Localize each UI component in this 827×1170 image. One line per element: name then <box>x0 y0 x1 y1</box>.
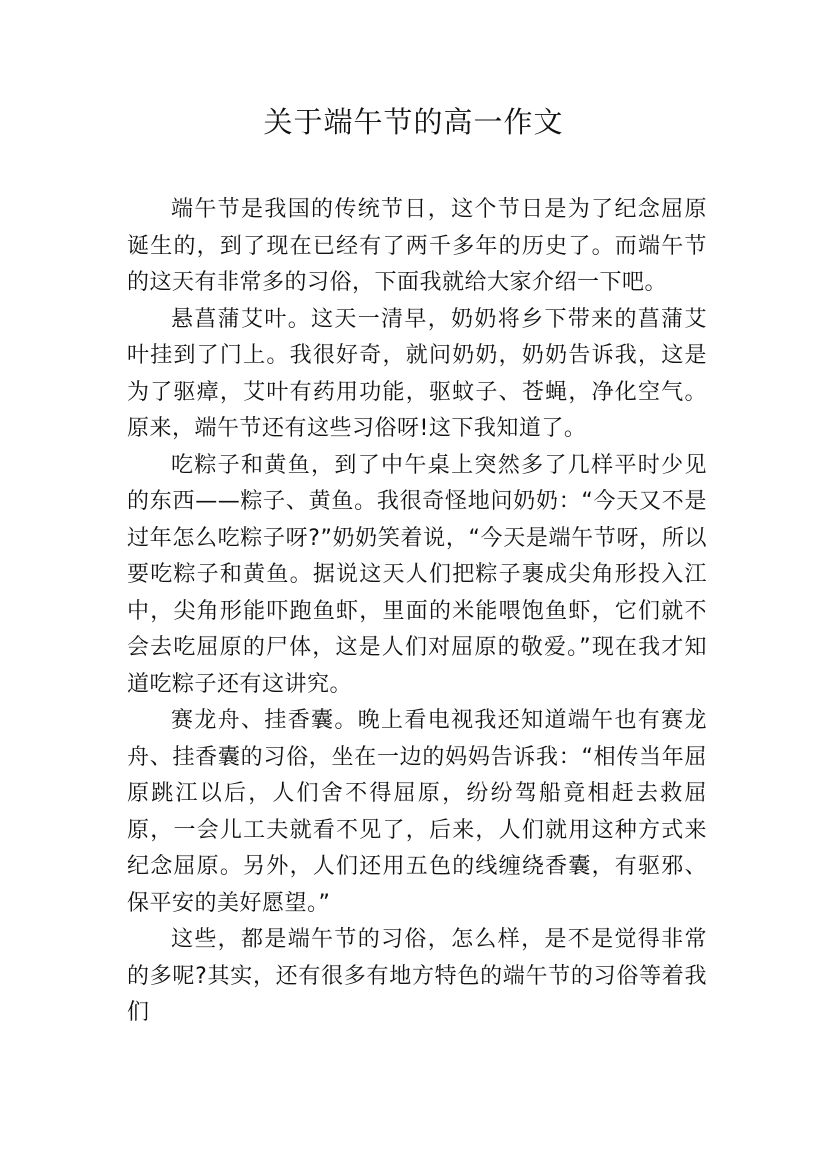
paragraph-dragon-boat: 赛龙舟、挂香囊。晚上看电视我还知道端午也有赛龙舟、挂香囊的习俗，坐在一边的妈妈告诉我：“相传当年屈原跳江以后，人们舍不得屈原，纷纷驾船竟相赶去救屈原，一会儿工夫就看不见了，后来，人们就用这种方式来纪念屈原。另外，人们还用五色的线缠绕香囊，有驱邪、保平安的美好愿望。” <box>127 708 707 916</box>
paragraph-zongzi: 吃粽子和黄鱼，到了中午桌上突然多了几样平时少见的东西——粽子、黄鱼。我很奇怪地问奶奶：“今天又不是过年怎么吃粽子呀?”奶奶笑着说，“今天是端午节呀，所以要吃粽子和黄鱼。据说这天人们把粽子裹成尖角形投入江中，尖角形能吓跑鱼虾，里面的米能喂饱鱼虾，它们就不会去吃屈原的尸体，这是人们对屈原的敬爱。”现在我才知道吃粽子还有这讲究。 <box>127 452 707 697</box>
paragraph-conclusion: 这些，都是端午节的习俗，怎么样，是不是觉得非常的多呢?其实，还有很多有地方特色的端午节的习俗等着我们 <box>127 927 707 1025</box>
document-body <box>127 192 707 1032</box>
document-title: 关于端午节的高一作文 <box>263 105 564 139</box>
paragraph-intro: 端午节是我国的传统节日，这个节日是为了纪念屈原诞生的，到了现在已经有了两千多年的历史了。而端午节的这天有非常多的习俗，下面我就给大家介绍一下吧。 <box>127 197 707 295</box>
paragraph-mugwort: 悬菖蒲艾叶。这天一清早，奶奶将乡下带来的菖蒲艾叶挂到了门上。我很好奇，就问奶奶，奶奶告诉我，这是为了驱瘴，艾叶有药用功能，驱蚊子、苍蝇，净化空气。原来，端午节还有这些习俗呀!这下我知道了。 <box>127 306 707 441</box>
